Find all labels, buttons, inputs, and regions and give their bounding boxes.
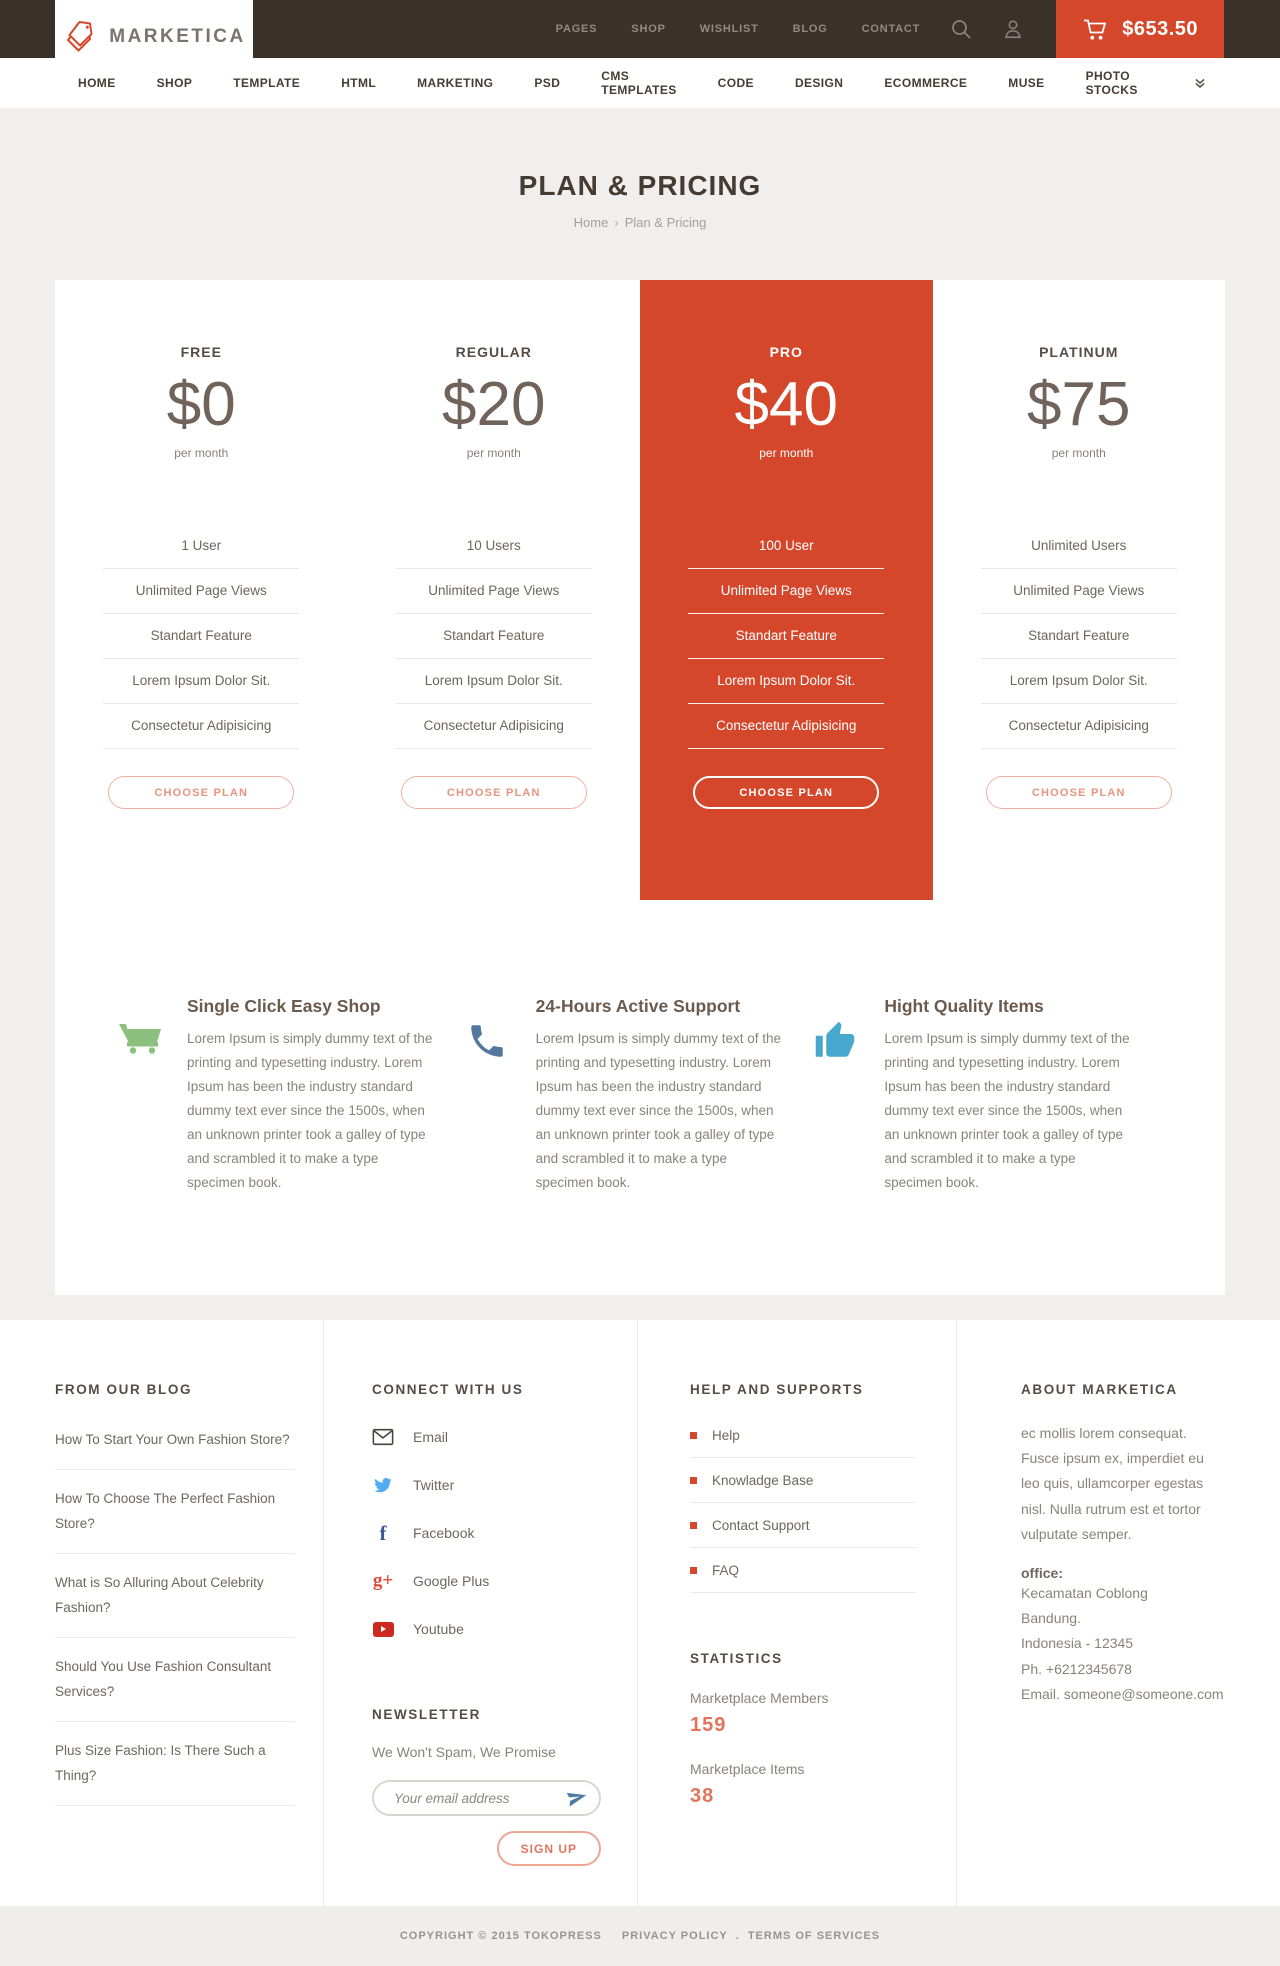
- office-line: Bandung.: [1021, 1610, 1081, 1627]
- about-text: ec mollis lorem consequat. Fusce ipsum ex, imperdiet eu leo quis, ullamcorper egestas nisl. Nulla rutrum est et tortor vulputate semper.: [1021, 1425, 1204, 1542]
- plan-feature: 1 User: [103, 524, 299, 569]
- plan-period: per month: [1051, 446, 1106, 460]
- footer-about-column: [957, 1320, 1225, 1906]
- copyright-bar: [0, 1906, 1280, 1966]
- footer-connect-column: [324, 1320, 638, 1906]
- plan-name: PRO: [769, 344, 803, 360]
- breadcrumb: [0, 215, 1280, 230]
- top-nav-pages[interactable]: PAGES: [555, 23, 598, 35]
- nav-template[interactable]: TEMPLATE: [233, 76, 301, 90]
- plan-name: FREE: [180, 344, 222, 360]
- nav-psd[interactable]: PSD: [534, 76, 561, 90]
- copyright-separator: .: [735, 1930, 740, 1943]
- plan-name: REGULAR: [455, 344, 532, 360]
- plan-period: per month: [759, 446, 814, 460]
- plan-column-pro-highlighted: [640, 280, 933, 900]
- cart-button[interactable]: [1056, 0, 1224, 58]
- thumbs-up-icon: [814, 1020, 862, 1195]
- list-item: [55, 1554, 295, 1638]
- youtube-icon: [372, 1618, 394, 1640]
- social-link-twitter[interactable]: Twitter: [372, 1461, 601, 1509]
- breadcrumb-separator: ›: [614, 215, 619, 230]
- footer-heading-help: HELP AND SUPPORTS: [690, 1382, 864, 1398]
- nav-design[interactable]: DESIGN: [794, 76, 844, 90]
- plan-feature: Standart Feature: [103, 614, 299, 659]
- plan-feature: Unlimited Page Views: [981, 569, 1177, 614]
- terms-link[interactable]: TERMS OF SERVICES: [747, 1930, 881, 1943]
- user-account-icon[interactable]: [1002, 18, 1024, 40]
- footer-heading-connect: CONNECT WITH US: [372, 1382, 524, 1398]
- page-hero: [0, 108, 1280, 280]
- choose-plan-button-platinum[interactable]: CHOOSE PLAN: [986, 776, 1172, 809]
- feature-easy-shop: [117, 996, 466, 1195]
- plan-feature: Consectetur Adipisicing: [688, 704, 884, 749]
- plan-feature-list: [981, 524, 1177, 749]
- plan-feature: 100 User: [688, 524, 884, 569]
- blog-link[interactable]: What is So Alluring About Celebrity Fashion?: [55, 1575, 264, 1615]
- feature-title: Single Click Easy Shop: [187, 996, 381, 1016]
- top-header-bar: [0, 0, 1280, 58]
- phone-icon: [466, 1020, 514, 1195]
- privacy-policy-link[interactable]: PRIVACY POLICY: [621, 1930, 728, 1943]
- search-icon[interactable]: [950, 18, 972, 40]
- plan-feature: Standart Feature: [396, 614, 592, 659]
- square-bullet-icon: [690, 1522, 697, 1529]
- plan-feature: Consectetur Adipisicing: [396, 704, 592, 749]
- plan-period: per month: [466, 446, 521, 460]
- blog-link[interactable]: How To Choose The Perfect Fashion Store?: [55, 1491, 276, 1532]
- plan-name: PLATINUM: [1039, 344, 1119, 360]
- plan-feature: Lorem Ipsum Dolor Sit.: [103, 659, 299, 704]
- newsletter-signup-button[interactable]: SIGN UP: [497, 1831, 601, 1866]
- newsletter-note: We Won't Spam, We Promise: [372, 1744, 556, 1761]
- plan-feature-list: [396, 524, 592, 749]
- social-link-youtube[interactable]: Youtube: [372, 1605, 601, 1653]
- plan-price: $0: [166, 370, 236, 439]
- square-bullet-icon: [690, 1477, 697, 1484]
- email-icon: [372, 1426, 394, 1448]
- list-item: [55, 1722, 295, 1806]
- plan-feature: Unlimited Page Views: [103, 569, 299, 614]
- plan-price: $75: [1027, 370, 1131, 439]
- stat-label-items: Marketplace Items: [690, 1761, 805, 1778]
- twitter-icon: [372, 1474, 394, 1496]
- breadcrumb-current: Plan & Pricing: [624, 215, 707, 230]
- footer-heading-about: ABOUT MARKETICA: [1021, 1382, 1178, 1398]
- list-item: [55, 1470, 295, 1554]
- feature-title: Hight Quality Items: [884, 996, 1044, 1016]
- blog-link[interactable]: Plus Size Fashion: Is There Such a Thing?: [55, 1742, 266, 1783]
- plan-column-regular: [348, 280, 641, 900]
- footer-help-column: [638, 1320, 957, 1906]
- office-line: Kecamatan Coblong: [1021, 1585, 1148, 1602]
- plan-feature: Consectetur Adipisicing: [103, 704, 299, 749]
- plan-feature: Unlimited Page Views: [396, 569, 592, 614]
- footer: [0, 1320, 1280, 1906]
- breadcrumb-home[interactable]: Home: [573, 215, 609, 230]
- cart-icon: [1082, 17, 1109, 42]
- top-nav-wishlist[interactable]: WISHLIST: [699, 23, 759, 35]
- top-nav-blog[interactable]: BLOG: [792, 23, 828, 35]
- help-link-contact-support[interactable]: Contact Support: [690, 1503, 916, 1548]
- social-link-google-plus[interactable]: g+ Google Plus: [372, 1570, 490, 1592]
- square-bullet-icon: [690, 1567, 697, 1574]
- plan-feature: Consectetur Adipisicing: [981, 704, 1177, 749]
- google-plus-icon: g+: [372, 1570, 394, 1592]
- nav-muse[interactable]: MUSE: [1008, 76, 1045, 90]
- plan-feature: Standart Feature: [688, 614, 884, 659]
- feature-support: [466, 996, 815, 1195]
- plan-feature: Lorem Ipsum Dolor Sit.: [396, 659, 592, 704]
- plan-column-free: [55, 280, 348, 900]
- plan-price: $20: [442, 370, 546, 439]
- office-label: office:: [1021, 1565, 1063, 1582]
- feature-body: Lorem Ipsum is simply dummy text of the printing and typesetting industry. Lorem Ipsum has been the industry standard dummy text ever since the 1500s, when an unknown printer took a galley of type and scrambled it to make a type specimen book.: [187, 1031, 433, 1191]
- feature-quality: [814, 996, 1163, 1195]
- social-link-facebook[interactable]: f Facebook: [372, 1509, 601, 1557]
- plan-feature-list: [103, 524, 299, 749]
- footer-heading-blog: FROM OUR BLOG: [55, 1382, 193, 1398]
- card-bottom-spacer: [55, 1195, 1225, 1295]
- cart-total: $653.50: [1122, 17, 1198, 40]
- nav-code[interactable]: CODE: [717, 76, 754, 90]
- office-line: Ph. +6212345678: [1021, 1660, 1132, 1677]
- blog-link-list: [55, 1411, 295, 1806]
- square-bullet-icon: [690, 1432, 697, 1439]
- choose-plan-button-free[interactable]: CHOOSE PLAN: [108, 776, 294, 809]
- office-line: Email. someone@someone.com: [1021, 1685, 1224, 1702]
- footer-heading-newsletter: NEWSLETTER: [372, 1707, 481, 1723]
- plan-feature: Lorem Ipsum Dolor Sit.: [981, 659, 1177, 704]
- facebook-icon: f: [379, 1520, 387, 1545]
- help-link-knowledge-base[interactable]: Knowladge Base: [690, 1458, 916, 1503]
- nav-cms-templates[interactable]: CMS TEMPLATES: [601, 69, 677, 97]
- brand-name: MARKETICA: [109, 26, 246, 47]
- plan-feature: 10 Users: [396, 524, 592, 569]
- page-title: PLAN & PRICING: [518, 170, 762, 201]
- list-item: [55, 1411, 295, 1470]
- send-plane-icon[interactable]: [566, 1787, 588, 1814]
- footer-heading-statistics: STATISTICS: [690, 1651, 783, 1667]
- pricing-card: [55, 280, 1225, 1295]
- selling-points: [55, 900, 1225, 1195]
- list-item: [55, 1638, 295, 1722]
- stat-label-members: Marketplace Members: [690, 1690, 829, 1707]
- social-link-email[interactable]: Email: [372, 1413, 601, 1461]
- blog-link[interactable]: Should You Use Fashion Consultant Services?: [55, 1658, 272, 1699]
- plan-feature: Standart Feature: [981, 614, 1177, 659]
- feature-body: Lorem Ipsum is simply dummy text of the printing and typesetting industry. Lorem Ipsum has been the industry standard dummy text ever since the 1500s, when an unknown printer took a galley of type and scrambled it to make a type specimen book.: [884, 1031, 1130, 1191]
- newsletter-input-wrap: [372, 1780, 601, 1816]
- stat-value-items: 38: [690, 1785, 715, 1808]
- nav-marketing[interactable]: MARKETING: [417, 76, 494, 90]
- cart-icon: [117, 1020, 165, 1195]
- chevron-double-down-icon[interactable]: [1194, 77, 1206, 89]
- help-link-list: [690, 1413, 916, 1593]
- choose-plan-button-regular[interactable]: CHOOSE PLAN: [401, 776, 587, 809]
- feature-body: Lorem Ipsum is simply dummy text of the printing and typesetting industry. Lorem Ipsum has been the industry standard dummy text ever since the 1500s, when an unknown printer took a galley of type and scrambled it to make a type specimen book.: [535, 1031, 781, 1191]
- social-link-list: [372, 1413, 601, 1653]
- logo[interactable]: [55, 0, 253, 74]
- brand-tag-icon: [62, 18, 98, 56]
- stat-value-members: 159: [690, 1714, 727, 1737]
- nav-home[interactable]: HOME: [78, 76, 116, 90]
- choose-plan-button-pro[interactable]: CHOOSE PLAN: [693, 776, 879, 809]
- office-line: Indonesia - 12345: [1021, 1635, 1134, 1652]
- plan-feature-list: [688, 524, 884, 749]
- plan-period: per month: [174, 446, 229, 460]
- help-link-faq[interactable]: FAQ: [690, 1548, 916, 1593]
- nav-shop[interactable]: SHOP: [156, 76, 193, 90]
- top-nav-shop[interactable]: SHOP: [631, 23, 666, 35]
- feature-title: 24-Hours Active Support: [535, 996, 741, 1016]
- plan-feature: Lorem Ipsum Dolor Sit.: [688, 659, 884, 704]
- nav-photo-stocks[interactable]: PHOTO STOCKS: [1085, 69, 1138, 97]
- plan-feature: Unlimited Users: [981, 524, 1177, 569]
- office-address: [1021, 1581, 1225, 1707]
- pricing-table: [55, 280, 1225, 900]
- footer-blog-column: [55, 1320, 324, 1906]
- blog-link[interactable]: How To Start Your Own Fashion Store?: [55, 1432, 290, 1448]
- help-link-help[interactable]: Help: [690, 1413, 916, 1458]
- plan-column-platinum: [933, 280, 1226, 900]
- top-nav: [556, 23, 921, 35]
- nav-html[interactable]: HTML: [341, 76, 377, 90]
- nav-ecommerce[interactable]: ECOMMERCE: [884, 76, 968, 90]
- copyright-text: COPYRIGHT © 2015 TOKOPRESS: [399, 1930, 602, 1943]
- top-nav-contact[interactable]: CONTACT: [861, 23, 921, 35]
- plan-feature: Unlimited Page Views: [688, 569, 884, 614]
- plan-price: $40: [734, 370, 838, 439]
